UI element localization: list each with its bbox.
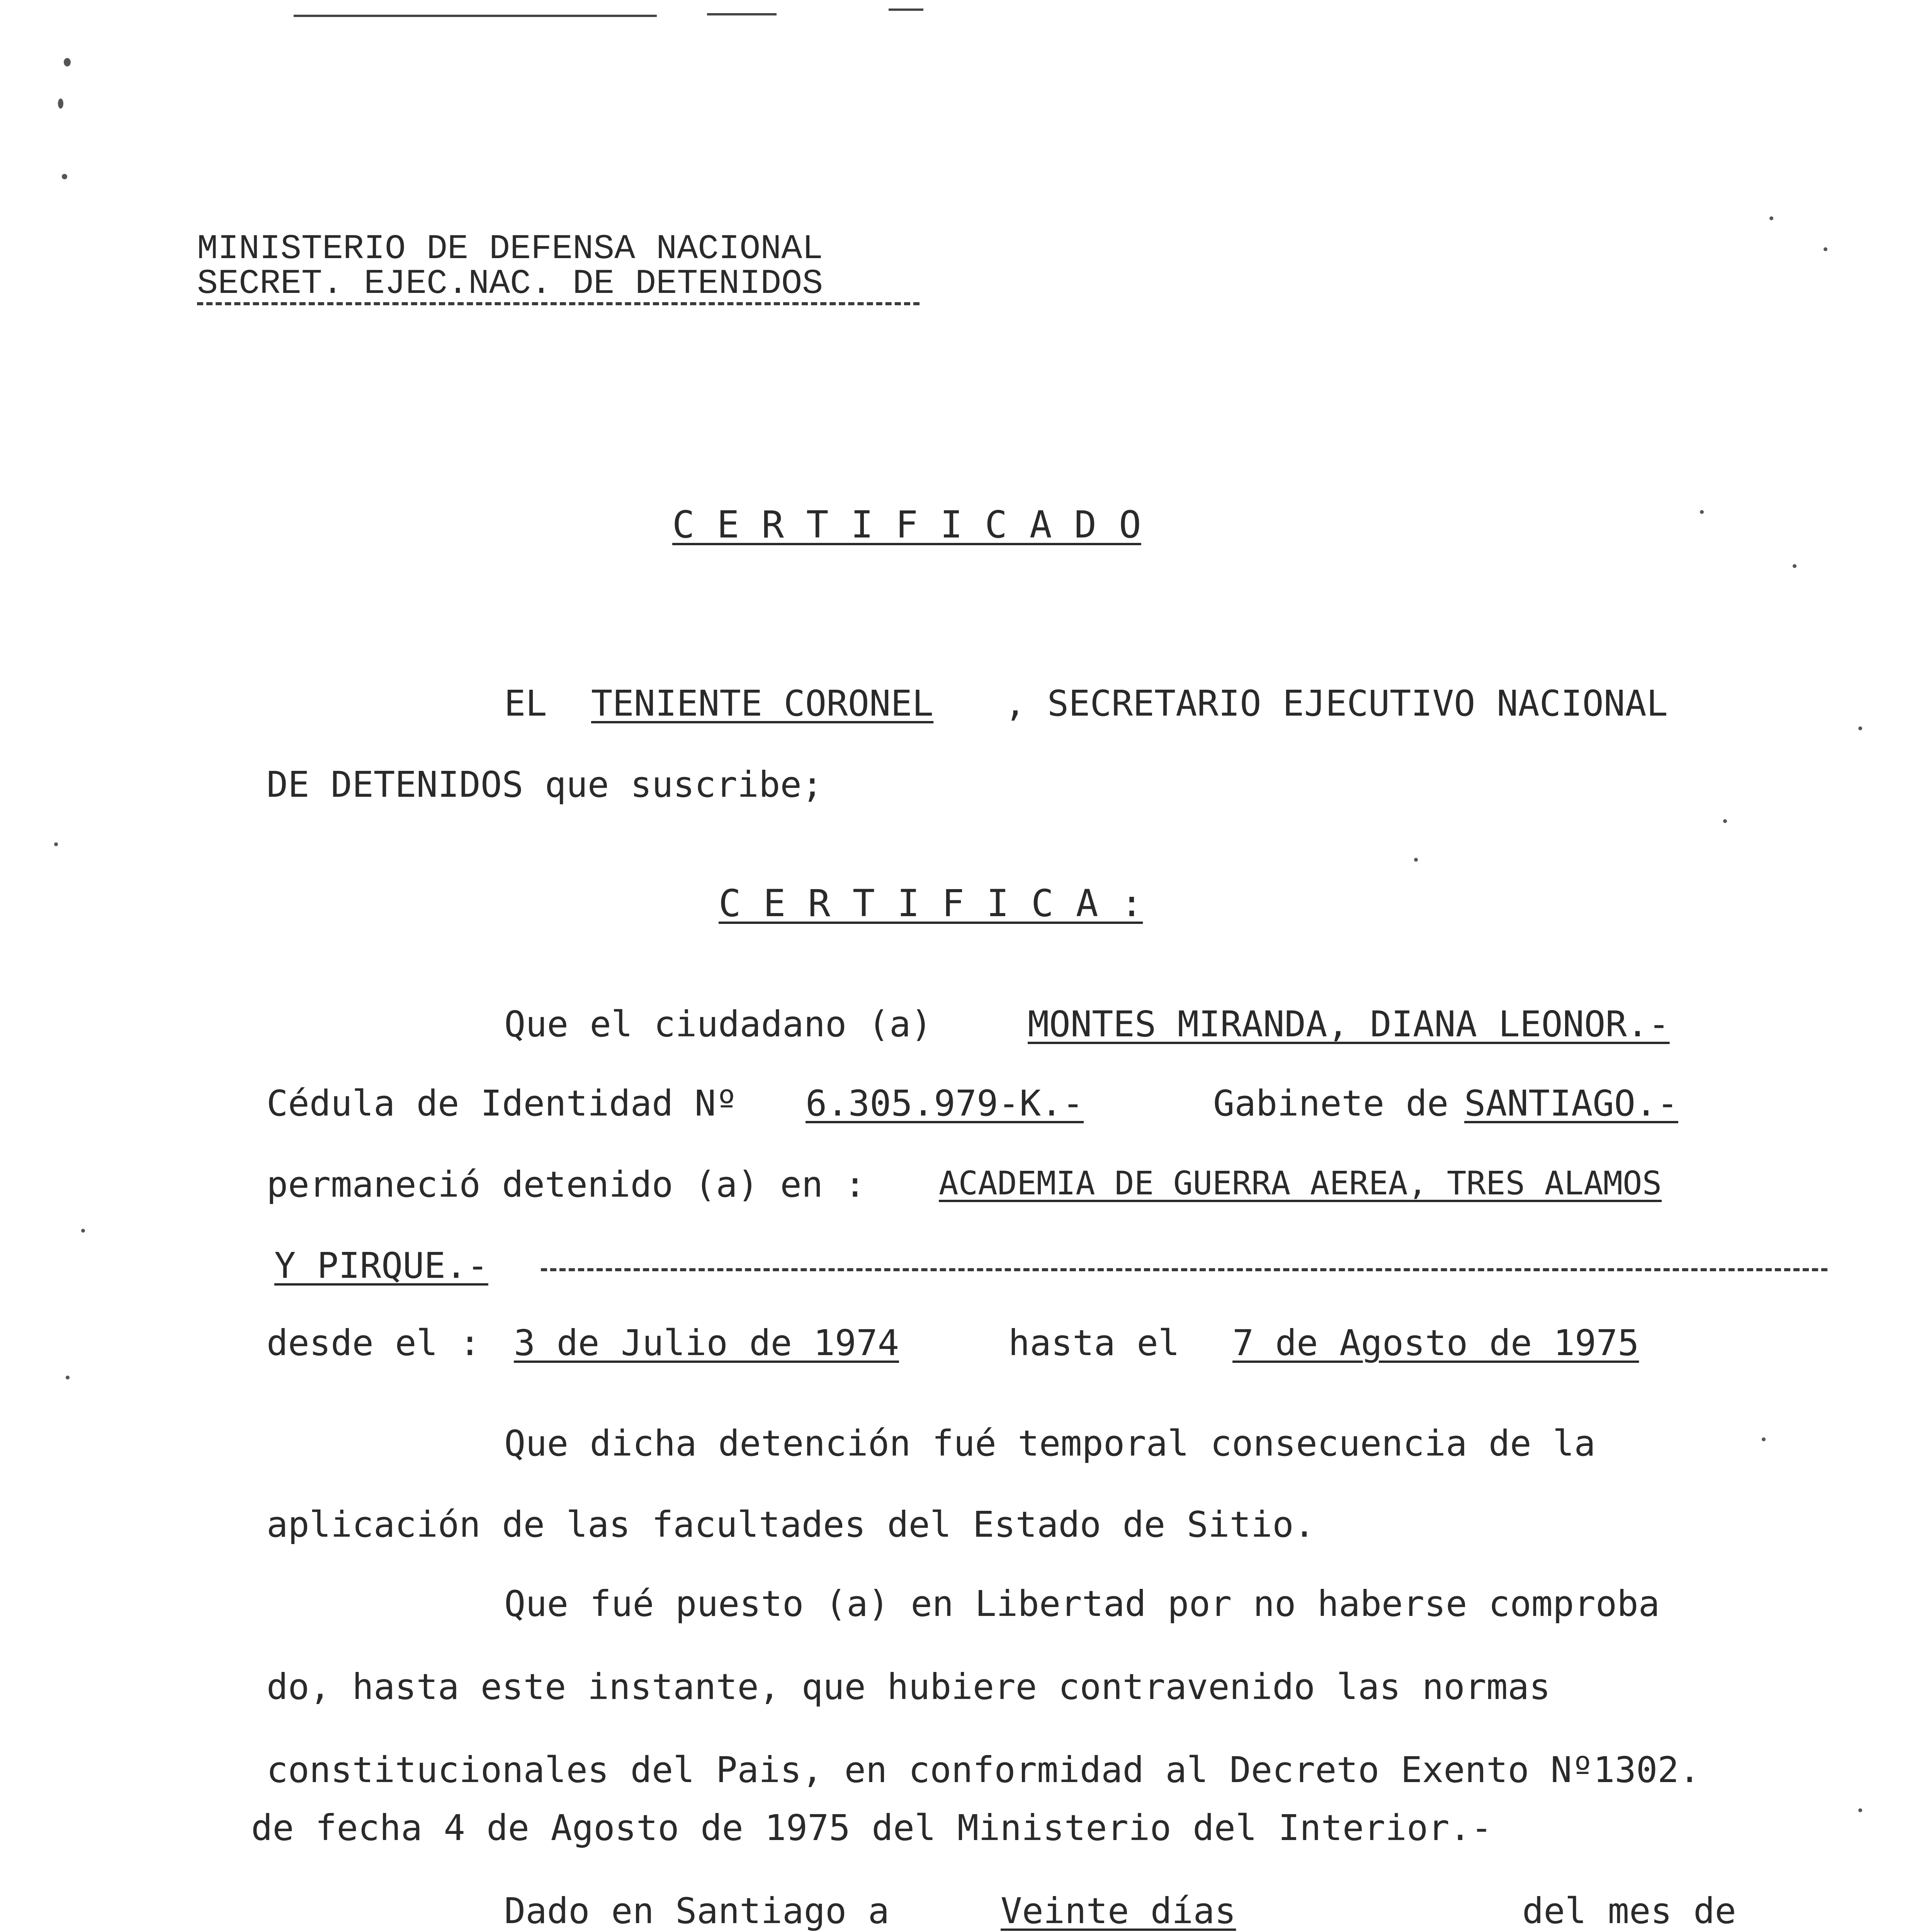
scan-speck [64, 58, 71, 66]
scan-speck [54, 842, 58, 846]
to-label: hasta el [1008, 1322, 1180, 1364]
paragraph-1-line-2: aplicación de las facultades del Estado de Sitio. [267, 1504, 1316, 1545]
detained-label: permaneció detenido (a) en : [267, 1164, 866, 1205]
scan-speck [81, 1229, 85, 1233]
from-date: 3 de Julio de 1974 [514, 1322, 899, 1364]
top-scan-line [294, 15, 657, 17]
scan-speck [1762, 1437, 1766, 1441]
paragraph-2-line-2: do, hasta este instante, que hubiere contravenido las normas [267, 1666, 1551, 1708]
paragraph-2-line-1: Que fué puesto (a) en Libertad por no haberse comproba [504, 1583, 1660, 1624]
detention-place-line2: Y PIRQUE.- [274, 1245, 488, 1286]
ministry-name: MINISTERIO DE DEFENSA NACIONAL [197, 230, 823, 269]
scan-speck [1824, 247, 1827, 251]
cabinet-value: SANTIAGO.- [1464, 1083, 1678, 1124]
scan-speck [62, 174, 67, 179]
top-scan-line [707, 13, 777, 15]
intro-prefix: EL [504, 683, 547, 724]
scan-speck [1769, 216, 1773, 220]
detention-place-line1: ACADEMIA DE GUERRA AEREA, TRES ALAMOS [939, 1164, 1662, 1202]
scan-speck [1858, 726, 1862, 730]
given-day: Veinte días [1001, 1890, 1236, 1932]
citizen-label: Que el ciudadano (a) [504, 1003, 932, 1045]
scan-speck [1723, 819, 1727, 823]
intro-line2: DE DETENIDOS que suscribe; [267, 764, 823, 805]
paragraph-2-line-3: constitucionales del Pais, en conformidad al Decreto Exento Nº1302. [267, 1749, 1701, 1791]
header-underline [197, 302, 920, 305]
officer-rank: TENIENTE CORONEL [591, 683, 934, 724]
paragraph-1-line-1: Que dicha detención fué temporal consecuencia de la [504, 1423, 1596, 1464]
document-title: C E R T I F I C A D O [672, 503, 1141, 546]
certifica-heading: C E R T I F I C A : [719, 882, 1143, 925]
scan-speck [1414, 858, 1418, 862]
id-label: Cédula de Identidad Nº [267, 1083, 738, 1124]
top-scan-line [889, 9, 923, 11]
to-date: 7 de Agosto de 1975 [1232, 1322, 1639, 1364]
id-number: 6.305.979-K.- [806, 1083, 1084, 1124]
citizen-name: MONTES MIRANDA, DIANA LEONOR.- [1028, 1003, 1670, 1045]
given-label: Dado en Santiago a [504, 1890, 889, 1932]
secretariat-name: SECRET. EJEC.NAC. DE DETENIDOS [197, 264, 823, 304]
scan-speck [1700, 510, 1704, 514]
fill-dashes [541, 1268, 1827, 1271]
scan-speck [58, 99, 63, 109]
scan-speck [1793, 564, 1797, 568]
scan-speck [1858, 1808, 1862, 1812]
paragraph-2-line-4: de fecha 4 de Agosto de 1975 del Ministerio del Interior.- [251, 1807, 1492, 1849]
from-label: desde el : [267, 1322, 481, 1364]
given-month-label: del mes de [1522, 1890, 1736, 1932]
scan-speck [66, 1376, 70, 1379]
cabinet-label: Gabinete de [1213, 1083, 1449, 1124]
intro-suffix: , SECRETARIO EJECUTIVO NACIONAL [1004, 683, 1668, 724]
